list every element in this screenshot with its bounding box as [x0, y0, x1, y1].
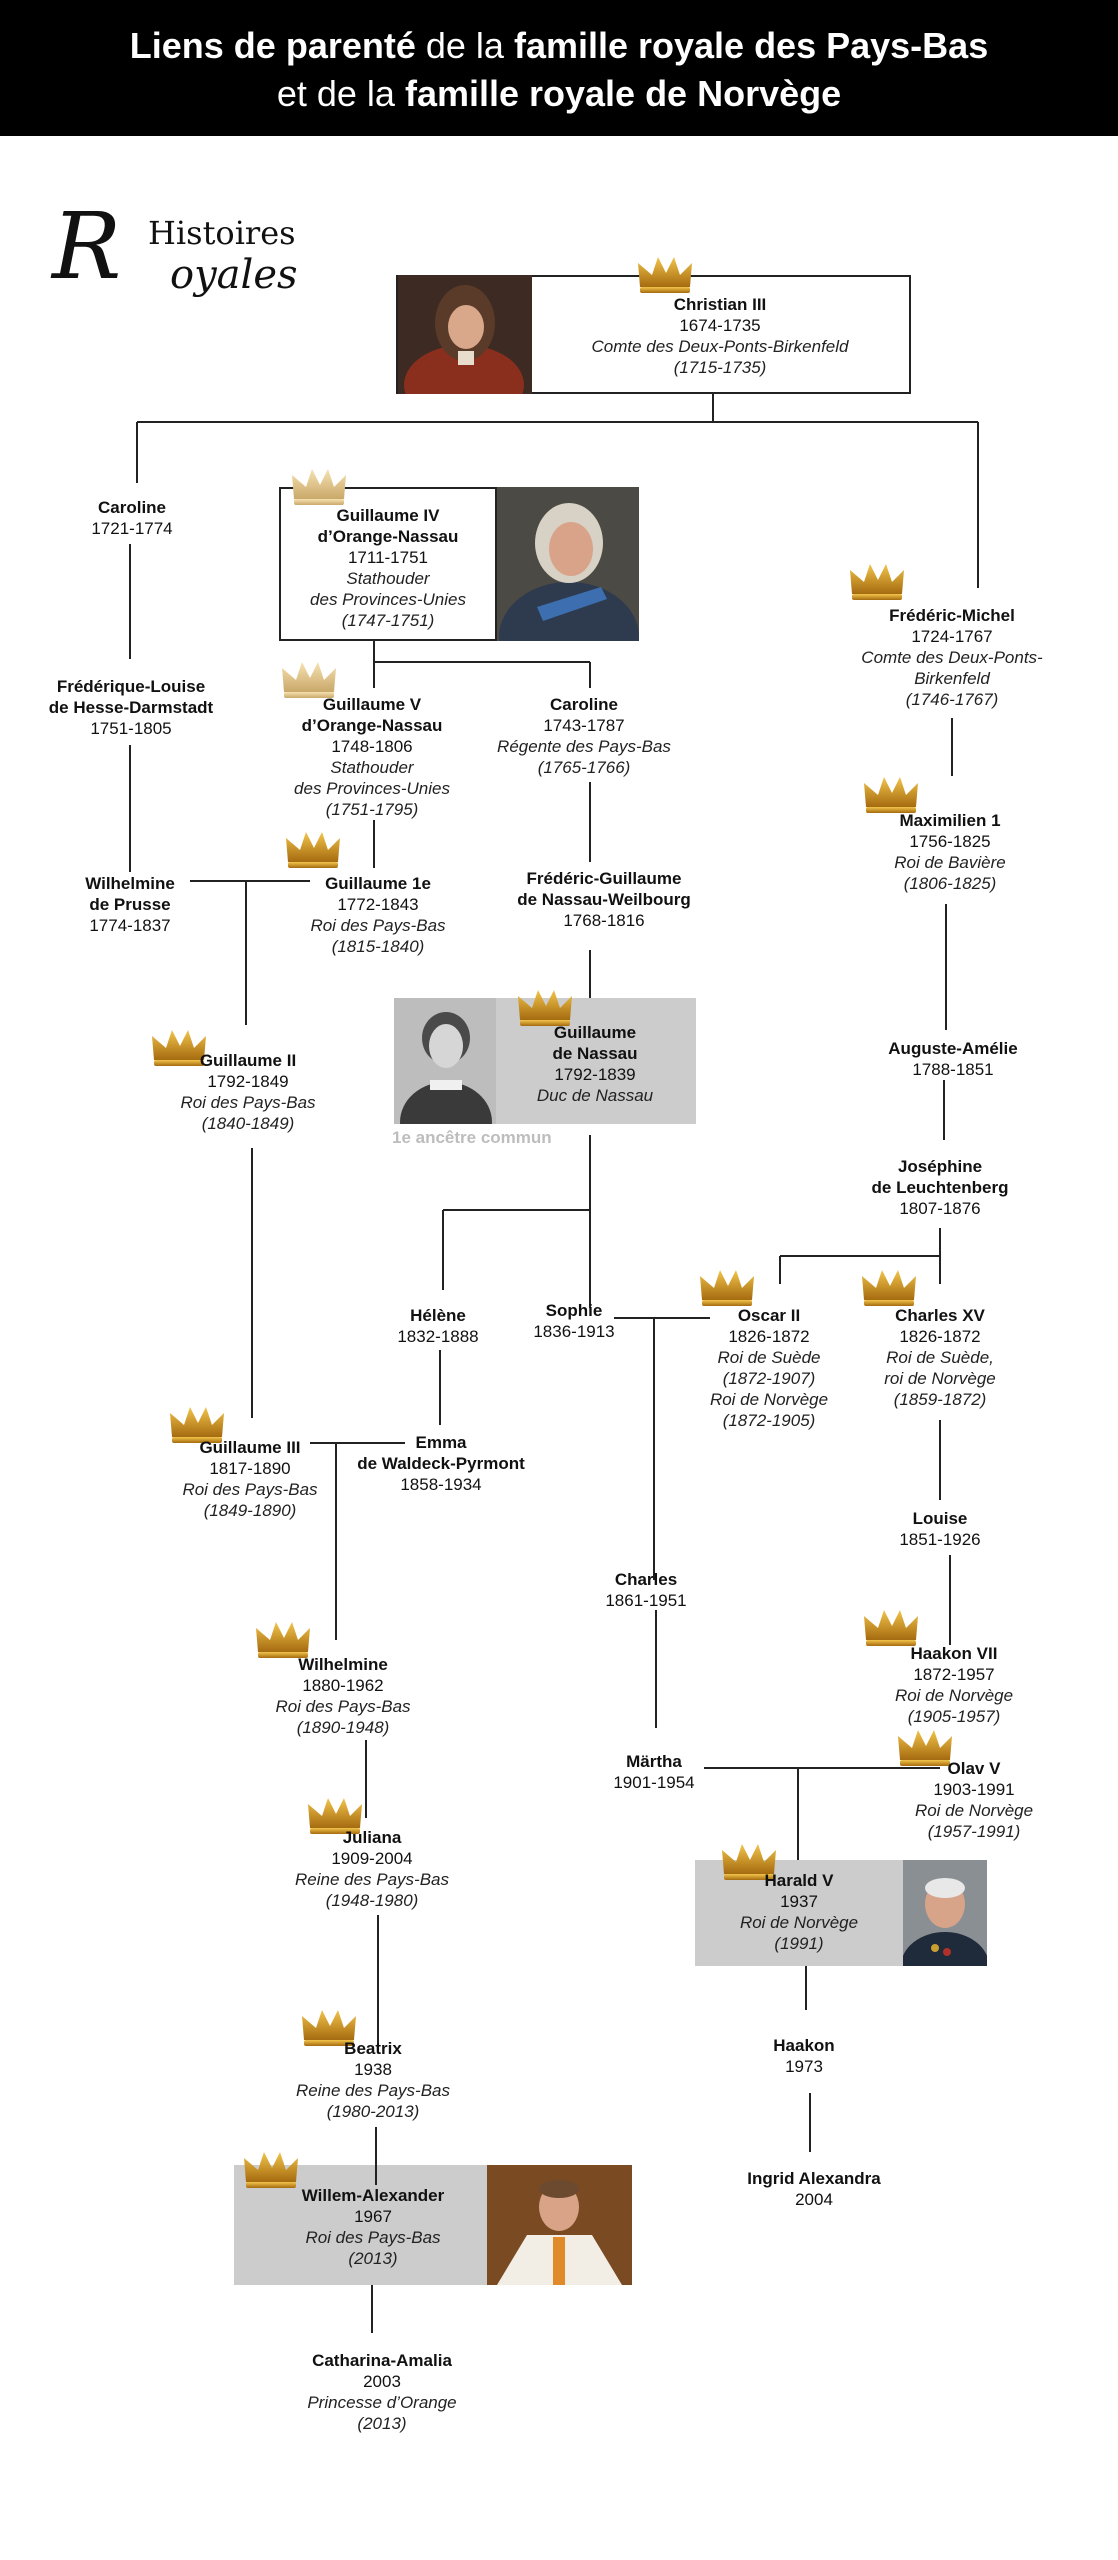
person-dates: 1751-1805 [90, 719, 172, 738]
person-name: Emma de Waldeck-Pyrmont [357, 1433, 525, 1473]
person-name: Harald V [764, 1871, 834, 1890]
person-reign: (1751-1795) [325, 800, 419, 819]
person-dates: 1909-2004 [331, 1849, 413, 1868]
person-name: Frédérique-Louise de Hesse-Darmstadt [48, 677, 214, 717]
person-reign: (1872-1905) [722, 1411, 816, 1430]
person-reign: (1849-1890) [203, 1501, 297, 1520]
person-title: Régente des Pays-Bas [497, 737, 671, 756]
person-dates: 1756-1825 [909, 832, 991, 851]
person-wilhelmine [262, 1654, 424, 1738]
logo-word-bottom: oyales [170, 252, 298, 298]
person-frederique-louise [22, 676, 240, 739]
person-auguste-amelie [858, 1038, 1048, 1080]
person-dates: 1792-1849 [207, 1072, 289, 1091]
person-juliana [282, 1827, 462, 1911]
logo-word-top: Histoires [148, 214, 296, 252]
person-reign: (1840-1849) [201, 1114, 295, 1133]
person-charles-15 [860, 1305, 1020, 1410]
person-reign: (1765-1766) [537, 758, 631, 777]
person-dates: 1901-1954 [613, 1773, 695, 1792]
person-harald-5 [716, 1870, 882, 1954]
person-name: Märtha [626, 1752, 682, 1771]
person-dates: 1937 [780, 1892, 818, 1911]
person-reign: (1890-1948) [296, 1718, 390, 1737]
person-title: Roi des Pays-Bas [310, 916, 446, 935]
portrait-harald-5 [903, 1860, 987, 1966]
person-title: Roi de Norvège [914, 1801, 1034, 1820]
person-title: Reine des Pays-Bas [295, 2081, 451, 2100]
person-title: Stathouder des Provinces-Unies [294, 758, 450, 798]
person-dates: 1721-1774 [91, 519, 173, 538]
header-part: famille royale des Pays-Bas [513, 25, 989, 66]
person-dates: 1743-1787 [543, 716, 625, 735]
portrait-christian-3 [398, 275, 532, 394]
person-name: Guillaume V d’Orange-Nassau [301, 695, 443, 735]
person-name: Louise [912, 1509, 968, 1528]
person-reign: (1991) [774, 1934, 824, 1953]
person-title: Duc de Nassau [536, 1086, 654, 1105]
header-part: de la [415, 25, 514, 66]
person-name: Maximilien 1 [899, 811, 1001, 830]
person-name: Wilhelmine [298, 1655, 388, 1674]
person-title: Roi des Pays-Bas [275, 1697, 411, 1716]
person-name: Guillaume II [199, 1051, 297, 1070]
person-haakon-7 [874, 1643, 1034, 1727]
person-guillaume-4 [281, 505, 495, 631]
person-title: Roi des Pays-Bas [305, 2228, 441, 2247]
person-willem-alexander [270, 2185, 476, 2269]
crown-icon [636, 255, 694, 295]
person-name: Juliana [342, 1828, 402, 1847]
person-haakon [744, 2035, 864, 2077]
person-dates: 1772-1843 [337, 895, 419, 914]
person-guillaume-2 [160, 1050, 336, 1134]
portrait-guillaume-4 [497, 487, 639, 641]
person-title: Comte des Deux-Ponts-Birkenfeld [591, 337, 849, 356]
person-name: Charles [614, 1570, 678, 1589]
person-reign: (1746-1767) [905, 690, 999, 709]
person-emma [338, 1432, 544, 1495]
person-dates: 1807-1876 [899, 1199, 981, 1218]
person-helene [370, 1305, 506, 1347]
person-guillaume-3 [170, 1437, 330, 1521]
person-reign: (2013) [348, 2249, 398, 2268]
header-part: Liens de parenté [129, 25, 416, 66]
crown-icon [290, 467, 348, 507]
person-name: Hélène [410, 1306, 466, 1325]
person-name: Caroline [97, 498, 167, 517]
person-reign: (1948-1980) [325, 1891, 419, 1910]
person-dates: 1674-1735 [679, 316, 761, 335]
person-title: Roi de Norvège [739, 1913, 859, 1932]
crown-icon [284, 830, 342, 870]
logo-letter: R [52, 193, 120, 300]
person-name: Frédéric-Michel [889, 606, 1015, 625]
person-dates: 1880-1962 [302, 1676, 384, 1695]
crown-icon [860, 1268, 918, 1308]
person-title: Roi de Bavière [894, 853, 1006, 872]
person-name: Caroline [549, 695, 619, 714]
person-dates: 1903-1991 [933, 1780, 1015, 1799]
person-title: Roi de Suède [717, 1348, 821, 1367]
person-frederic-guillaume [488, 868, 720, 931]
person-dates: 1748-1806 [331, 737, 413, 756]
person-name: Willem-Alexander [301, 2186, 445, 2205]
person-reign: (1747-1751) [341, 611, 435, 630]
portrait-willem-alexander [487, 2165, 632, 2285]
person-name: Joséphine de Leuchtenberg [871, 1157, 1009, 1197]
person-dates: 1973 [785, 2057, 823, 2076]
person-dates: 1826-1872 [728, 1327, 810, 1346]
crown-icon [698, 1268, 756, 1308]
person-dates: 1832-1888 [397, 1327, 479, 1346]
header-part: famille royale de Norvège [404, 73, 842, 114]
person-beatrix [278, 2038, 468, 2122]
person-name: Olav V [947, 1759, 1001, 1778]
person-title: Comte des Deux-Ponts- Birkenfeld [861, 648, 1043, 688]
person-reign: (2013) [357, 2414, 407, 2433]
person-dates: 1817-1890 [209, 1459, 291, 1478]
person-title: Princesse d’Orange [307, 2393, 457, 2412]
person-wilhelmine-de-prusse [50, 873, 210, 936]
person-name: Auguste-Amélie [888, 1039, 1018, 1058]
person-guillaume-de-nassau [500, 1022, 690, 1106]
crown-icon [862, 775, 920, 815]
person-name: Sophie [545, 1301, 603, 1320]
person-caroline-1721 [52, 497, 212, 539]
person-reign: (1859-1872) [893, 1390, 987, 1409]
person-dates: 1967 [354, 2207, 392, 2226]
person-reign: (1815-1840) [331, 937, 425, 956]
crown-icon [848, 562, 906, 602]
person-title: Roi de Norvège [709, 1390, 829, 1409]
person-dates: 2003 [363, 2372, 401, 2391]
person-name: Guillaume III [199, 1438, 301, 1457]
person-olav-5 [894, 1758, 1054, 1842]
person-name: Beatrix [344, 2039, 402, 2058]
person-caroline-1743 [474, 694, 694, 778]
person-louise [880, 1508, 1000, 1550]
person-dates: 1724-1767 [911, 627, 993, 646]
person-name: Oscar II [737, 1306, 801, 1325]
person-reign: (1872-1907) [722, 1369, 816, 1388]
header-part: et de la [276, 73, 405, 114]
person-name: Guillaume de Nassau [552, 1023, 638, 1063]
person-name: Haakon VII [910, 1644, 998, 1663]
person-ingrid-alexandra [724, 2168, 904, 2210]
person-title: Roi des Pays-Bas [180, 1093, 316, 1112]
person-dates: 1851-1926 [899, 1530, 981, 1549]
person-name: Christian III [673, 295, 767, 314]
person-title: Stathouder des Provinces-Unies [310, 569, 466, 609]
person-reign: (1957-1991) [927, 1822, 1021, 1841]
person-name: Catharina-Amalia [312, 2351, 452, 2370]
person-dates: 1792-1839 [554, 1065, 636, 1084]
person-dates: 1872-1957 [913, 1665, 995, 1684]
person-dates: 1938 [354, 2060, 392, 2079]
person-dates: 1768-1816 [563, 911, 645, 930]
person-title: Reine des Pays-Bas [294, 1870, 450, 1889]
portrait-guillaume-nassau [394, 998, 496, 1124]
person-guillaume-1e [290, 873, 466, 957]
person-title: Roi de Suède, roi de Norvège [884, 1348, 996, 1388]
common-ancestor-caption: 1e ancêtre commun [392, 1128, 552, 1147]
person-christian-3 [540, 294, 900, 378]
person-charles [584, 1569, 708, 1611]
person-name: Ingrid Alexandra [747, 2169, 881, 2188]
person-name: Wilhelmine de Prusse [85, 874, 175, 914]
person-reign: (1905-1957) [907, 1707, 1001, 1726]
person-oscar-2 [694, 1305, 844, 1431]
person-josephine [842, 1156, 1038, 1219]
person-dates: 1836-1913 [533, 1322, 615, 1341]
crown-icon [242, 2150, 300, 2190]
person-dates: 1711-1751 [347, 548, 429, 567]
person-dates: 1858-1934 [400, 1475, 482, 1494]
person-name: Charles XV [895, 1306, 985, 1325]
person-reign: (1806-1825) [903, 874, 997, 893]
person-dates: 1861-1951 [605, 1591, 687, 1610]
person-title: Roi de Norvège [894, 1686, 1014, 1705]
person-name: Haakon [773, 2036, 835, 2055]
person-dates: 2004 [795, 2190, 833, 2209]
person-reign: (1715-1735) [673, 358, 767, 377]
person-sophie [508, 1300, 640, 1342]
person-catharina-amalia [272, 2350, 492, 2434]
person-dates: 1826-1872 [899, 1327, 981, 1346]
person-dates: 1774-1837 [89, 916, 171, 935]
person-frederic-michel [840, 605, 1064, 710]
person-guillaume-5 [258, 694, 486, 820]
crown-icon [862, 1608, 920, 1648]
person-dates: 1788-1851 [912, 1060, 994, 1079]
person-name: Guillaume IV d’Orange-Nassau [317, 506, 459, 546]
person-title: Roi des Pays-Bas [182, 1480, 318, 1499]
person-name: Guillaume 1e [325, 874, 431, 893]
person-maximilien-1 [860, 810, 1040, 894]
person-reign: (1980-2013) [326, 2102, 420, 2121]
person-name: Frédéric-Guillaume de Nassau-Weilbourg [517, 869, 691, 909]
person-martha [594, 1751, 714, 1793]
